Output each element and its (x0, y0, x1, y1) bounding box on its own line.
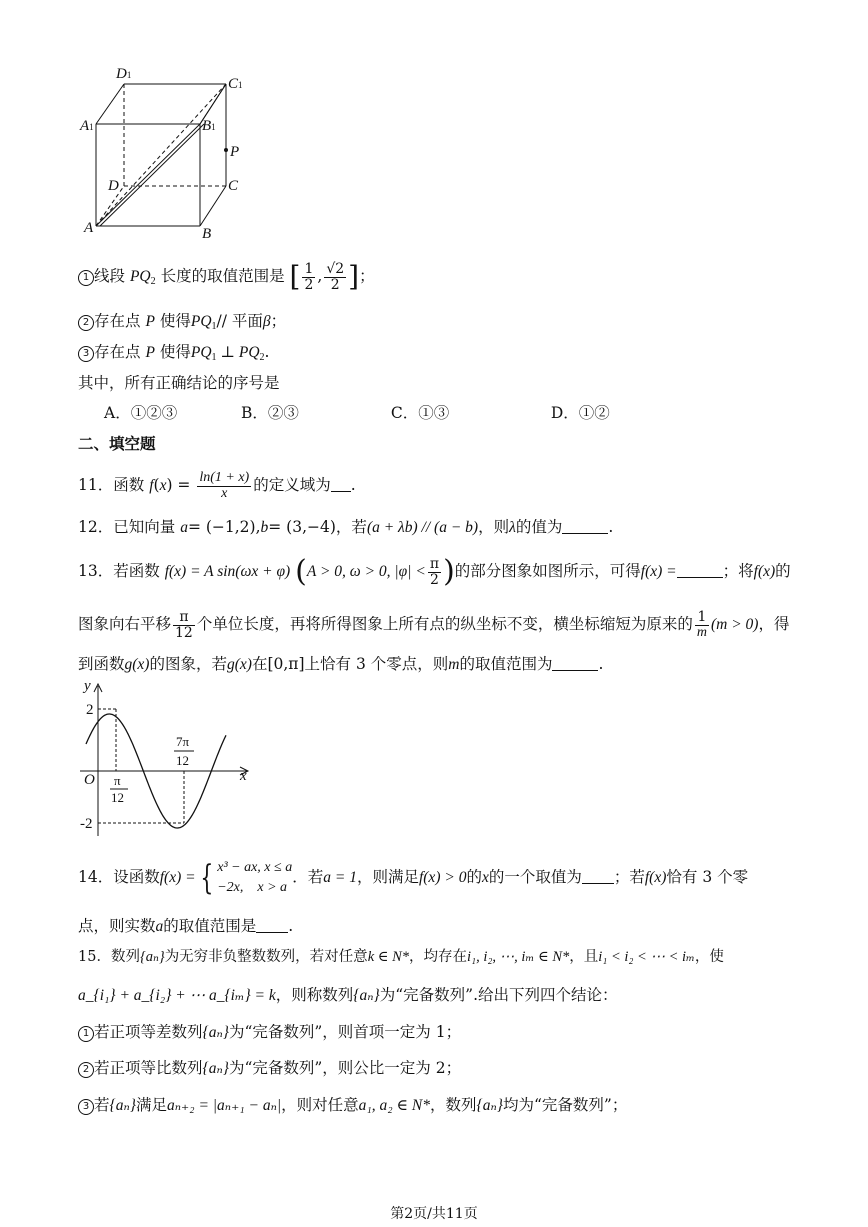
y-min-label: -2 (80, 816, 93, 832)
answer-blank-q11[interactable] (331, 477, 351, 492)
label-a: A (84, 220, 94, 236)
section-heading: 二、填空题 (78, 435, 156, 453)
q13-line-2: 图象向右平移 $\frac{\pi}{12}$ 个单位长度，再将所得图象上所有点的纵坐标不变，横坐标缩短为原来的 $\frac{1}{m}$ (m > 0)，得 (78, 609, 790, 641)
point-p (224, 148, 228, 152)
q15-statement-3: 3 若{aₙ}满足aₙ₊₂ = |aₙ₊₁ − aₙ|，则对任意a₁, a₂ ∈ N*，数列{aₙ}均为“完备数列”； (78, 1094, 627, 1117)
origin-label: O (84, 772, 95, 788)
option-a[interactable]: A．①②③ (104, 404, 178, 422)
q15-line-2: a_{i₁} + a_{i₂} + ⋯ a_{iₘ} = k，则称数列{aₙ}为“完备数列”.给出下列四个结论： (78, 986, 618, 1004)
q10-question: 其中，所有正确结论的序号是 (78, 374, 280, 392)
cube-figure (78, 60, 258, 240)
label-b: B (202, 226, 212, 240)
tick-7pi12-den: 12 (176, 753, 189, 768)
q15-line-1: 15．数列{aₙ}为无穷非负整数数列，若对任意k ∈ N*，均存在i₁, i₂, ⋯, iₘ ∈ N*，且i₁ < i₂ < ⋯ < iₘ，使 (78, 949, 724, 965)
q13-line-1: 13．若函数 f(x) = A sin(ωx + φ) (A > 0, ω > 0, |φ| < $\frac{\pi}{2}$ )的部分图象如图所示，可得f(x) = ；将f(x)的 (78, 554, 791, 590)
circle-1: 1 (78, 270, 94, 286)
option-c[interactable]: C．①③ (390, 404, 450, 422)
y-axis-label: y (84, 678, 91, 694)
tick-pi12-den: 12 (111, 790, 124, 805)
answer-blank-q13-fx[interactable] (677, 563, 723, 578)
label-b1: B1 (202, 118, 216, 134)
circle-2: 2 (78, 315, 94, 331)
circle-3: 3 (78, 346, 94, 362)
label-p: P (230, 144, 240, 160)
tick-7pi12-num: 7π (176, 734, 190, 749)
answer-blank-q14-a[interactable] (256, 918, 288, 933)
answer-blank-q12[interactable] (562, 519, 608, 534)
q10-statement-3: 3 存在点 P 使得$PQ_1$ ⊥ $PQ_2$. (78, 341, 269, 369)
option-d[interactable]: D．①② (550, 404, 610, 422)
y-max-label: 2 (86, 702, 94, 718)
q10-statement-2: 2 存在点 P 使得$PQ_1//$ 平面β； (78, 310, 286, 338)
q10-options (104, 402, 610, 424)
option-b[interactable]: B．②③ (240, 404, 299, 422)
q10-statement-1: 1 线段 $PQ_2$ 长度的取值范围是 [ $\frac{1}{2}$ , $\frac{√2}{2}$ ]； (78, 262, 375, 293)
label-c1: C1 (228, 76, 243, 92)
page-footer: 第2页/共11页 (390, 1206, 478, 1222)
sine-graph (78, 676, 258, 841)
label-c: C (228, 178, 239, 194)
q14-line-2: 点，则实数a的取值范围是 . (78, 917, 294, 935)
q15-statement-2: 2 若正项等比数列{aₙ}为“完备数列”，则公比一定为 2； (78, 1057, 461, 1080)
x-axis-label: x (240, 768, 247, 784)
q12: 12．已知向量 a= (−1,2),b= (3,−4)，若(a + λb) // (a − b)，则λ的值为 . (78, 518, 614, 536)
tick-pi12-num: π (114, 773, 121, 788)
label-a1: A1 (80, 118, 94, 134)
q14-line-1: 14．设函数f(x) = { x³ − ax, x ≤ a −2x, x > a ．若a = 1，则满足f(x) > 0的x的一个取值为 ；若f(x)恰有 3 个零 (78, 858, 749, 898)
q13-line-3: 到函数g(x)的图象，若g(x)在[0,π]上恰有 3 个零点，则m的取值范围为 . (78, 655, 604, 673)
q11: 11．函数 f(x) = $\frac{\ln(1 + x)}{x}$ 的定义域为 . (78, 470, 356, 501)
answer-blank-q14-x[interactable] (582, 869, 614, 884)
label-d: D (108, 178, 119, 194)
q15-statement-1: 1 若正项等差数列{aₙ}为“完备数列”，则首项一定为 1； (78, 1021, 461, 1044)
label-d1: D1 (116, 66, 132, 82)
answer-blank-q13-m[interactable] (552, 656, 598, 671)
